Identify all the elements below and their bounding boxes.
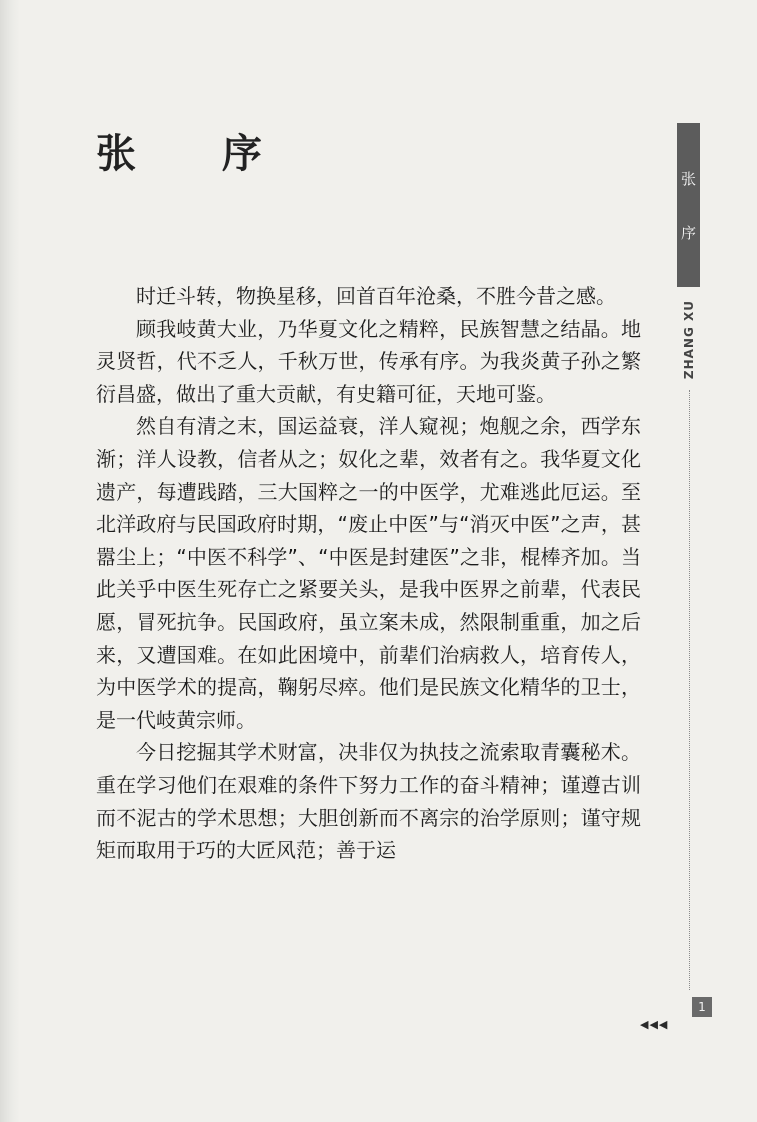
- section-side-tab: [677, 123, 700, 287]
- side-tab-char-2: 序: [680, 223, 696, 242]
- paragraph-2: 顾我岐黄大业，乃华夏文化之精粹，民族智慧之结晶。地灵贤哲，代不乏人，千秋万世，传承有序。为我炎黄子孙之繁衍昌盛，做出了重大贡献，有史籍可征，天地可鉴。: [96, 316, 641, 406]
- paragraph-3: 然自有清之末，国运益衰，洋人窥视；炮舰之余，西学东渐；洋人设教，信者从之；奴化之辈，效者有之。我华夏文化遗产，每遭践踏，三大国粹之一的中医学，尤难逃此厄运。至北洋政府与民国政府时期，“废止中医”与“消灭中医”之声，甚嚣尘上；“中医不科学”、“中医是封建医”之非，棍棒齐加。当此关乎中医生死存亡之紧要关头，是我中医界之前辈，代表民愿，冒死抗争。民国政府，虽立案未成，然限制重重，加之后来，又遭国难。在如此困境中，前辈们治病救人，培育传人，为中医学术的提高，鞠躬尽瘁。他们是民族文化精华的卫士，是一代岐黄宗师。: [96, 414, 641, 732]
- side-dotted-rule: [689, 390, 690, 990]
- page-title: 张 序: [96, 131, 298, 177]
- side-tab-pinyin: ZHANG XU: [682, 300, 696, 380]
- side-tab-char-1: 张: [680, 169, 696, 188]
- paragraph-4: 今日挖掘其学术财富，决非仅为执技之流索取青囊秘术。重在学习他们在艰难的条件下努力工作的奋斗精神；谨遵古训而不泥古的学术思想；大胆创新而不离宗的治学原则；谨守规矩而取用于巧的大匠风范；善于运: [96, 740, 641, 863]
- nav-arrows-icon: ◀◀◀: [640, 1018, 669, 1031]
- paragraph-1: 时迁斗转，物换星移，回首百年沧桑，不胜今昔之感。: [136, 284, 616, 308]
- preface-body: [96, 280, 641, 867]
- page-number: 1: [692, 997, 712, 1017]
- page-left-edge: [0, 0, 20, 1122]
